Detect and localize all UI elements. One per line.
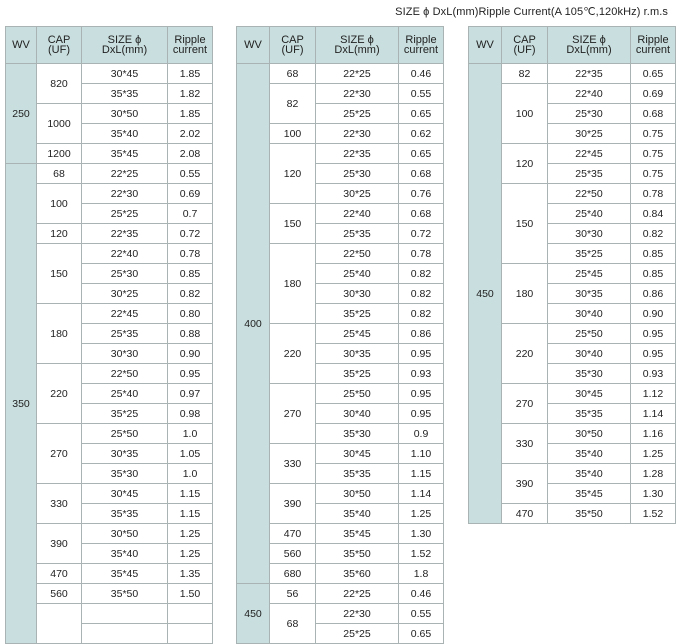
size-cell: 30*40 [316,404,399,424]
ripple-cell: 0.65 [399,624,444,644]
table-row [6,164,213,184]
ripple-cell: 0.46 [399,584,444,604]
size-cell: 30*35 [82,444,168,464]
ripple-cell: 1.35 [168,564,213,584]
cap-cell: 390 [502,464,548,504]
size-cell: 22*35 [548,64,631,84]
size-cell: 22*40 [548,84,631,104]
ripple-cell: 0.72 [168,224,213,244]
ripple-cell: 1.85 [168,64,213,84]
size-cell: 30*50 [82,524,168,544]
size-header-line2: DxL(mm) [101,44,148,56]
size-cell: 30*40 [548,304,631,324]
spec-table-1 [5,26,213,644]
cap-cell: 220 [37,364,82,424]
size-cell: 35*45 [82,144,168,164]
cap-cell: 120 [502,144,548,184]
cap-header-line1: CAP [281,34,304,46]
ripple-cell: 0.65 [631,64,676,84]
ripple-cell: 0.55 [168,164,213,184]
ripple-cell: 0.65 [399,104,444,124]
size-cell: 35*30 [82,464,168,484]
size-cell: 35*45 [548,484,631,504]
size-cell: 35*30 [548,364,631,384]
ripple-cell: 0.93 [631,364,676,384]
ripple-cell: 0.69 [631,84,676,104]
wv-header: WV [237,27,270,64]
size-cell: 22*25 [82,164,168,184]
size-cell: 30*25 [548,124,631,144]
cap-cell: 220 [270,324,316,384]
cap-cell: 100 [37,184,82,224]
size-cell: 35*25 [548,244,631,264]
ripple-cell: 1.12 [631,384,676,404]
ripple-cell: 0.82 [168,284,213,304]
size-cell: 35*40 [82,544,168,564]
size-cell: 22*45 [548,144,631,164]
cap-cell: 1200 [37,144,82,164]
cap-cell: 82 [270,84,316,124]
ripple-cell: 0.86 [399,324,444,344]
ripple-cell: 1.15 [168,484,213,504]
cap-cell: 390 [270,484,316,524]
ripple-header-line2: current [403,44,439,56]
table-row [6,64,213,84]
size-cell: 30*45 [82,484,168,504]
size-cell: 30*25 [82,284,168,304]
ripple-cell: 0.90 [631,304,676,324]
size-cell: 22*30 [316,84,399,104]
size-cell: 25*50 [316,384,399,404]
size-cell: 35*25 [82,404,168,424]
ripple-cell: 0.95 [631,344,676,364]
cap-cell: 150 [37,244,82,304]
size-cell: 22*40 [82,244,168,264]
size-cell: 25*30 [82,264,168,284]
ripple-cell: 0.65 [399,144,444,164]
ripple-cell: 0.88 [168,324,213,344]
ripple-cell: 0.95 [631,324,676,344]
size-cell: 30*50 [548,424,631,444]
cap-cell: 270 [37,424,82,484]
size-cell: 25*35 [316,224,399,244]
size-cell: 30*30 [316,284,399,304]
size-cell: 22*50 [82,364,168,384]
ripple-cell: 1.52 [631,504,676,524]
table-row [237,64,444,84]
cap-cell: 470 [37,564,82,584]
cap-header-line2: (UF) [281,44,304,56]
ripple-cell: 0.84 [631,204,676,224]
ripple-cell: 0.98 [168,404,213,424]
ripple-cell: 1.15 [168,504,213,524]
cap-cell: 100 [270,124,316,144]
size-cell: 25*35 [82,324,168,344]
ripple-cell: 1.25 [399,504,444,524]
cap-header-line1: CAP [513,34,536,46]
size-cell: 22*25 [316,64,399,84]
ripple-header-line1: Ripple [405,34,437,46]
size-header-line1: SIZE ϕ [572,34,606,46]
size-cell: 35*50 [548,504,631,524]
size-cell: 35*45 [316,524,399,544]
size-cell: 35*50 [82,584,168,604]
ripple-cell: 1.05 [168,444,213,464]
size-cell: 22*40 [316,204,399,224]
size-cell [82,624,168,644]
size-cell: 25*50 [548,324,631,344]
size-cell: 35*35 [82,84,168,104]
cap-header-line2: (UF) [48,44,70,56]
ripple-header [168,27,213,64]
ripple-header-line1: Ripple [174,34,206,46]
size-cell: 25*30 [316,164,399,184]
size-header-line2: DxL(mm) [334,44,380,56]
ripple-cell: 1.8 [399,564,444,584]
size-cell: 35*30 [316,424,399,444]
ripple-cell: 0.95 [168,364,213,384]
size-cell: 22*35 [82,224,168,244]
table-row [6,564,213,584]
size-cell: 30*30 [82,344,168,364]
wv-cell: 250 [6,64,37,164]
ripple-cell: 1.14 [399,484,444,504]
table-row [6,224,213,244]
table-row [6,304,213,324]
size-cell: 30*45 [548,384,631,404]
size-cell: 30*40 [548,344,631,364]
ripple-header [631,27,676,64]
wv-cell: 350 [6,164,37,644]
size-cell: 25*45 [316,324,399,344]
ripple-cell: 1.16 [631,424,676,444]
size-header-line2: DxL(mm) [566,44,612,56]
size-cell: 22*25 [316,584,399,604]
cap-cell: 470 [502,504,548,524]
ripple-cell: 0.9 [399,424,444,444]
size-cell: 35*40 [82,124,168,144]
ripple-cell [168,624,213,644]
size-cell: 35*40 [548,444,631,464]
ripple-cell: 1.85 [168,104,213,124]
ripple-cell: 2.02 [168,124,213,144]
size-cell: 35*25 [316,364,399,384]
size-cell: 30*30 [548,224,631,244]
size-cell: 35*35 [316,464,399,484]
cap-cell: 68 [270,64,316,84]
table-row [6,484,213,504]
size-cell: 30*45 [316,444,399,464]
ripple-header-line1: Ripple [637,34,669,46]
ripple-cell: 0.55 [399,604,444,624]
ripple-cell: 0.72 [399,224,444,244]
ripple-cell: 0.97 [168,384,213,404]
size-cell: 25*40 [316,264,399,284]
ripple-cell: 0.7 [168,204,213,224]
ripple-cell [168,604,213,624]
size-cell: 22*45 [82,304,168,324]
ripple-cell: 1.52 [399,544,444,564]
cap-cell: 68 [270,604,316,644]
size-cell: 35*45 [82,564,168,584]
table-row [6,604,213,624]
table-row [6,524,213,544]
ripple-cell: 0.85 [168,264,213,284]
size-cell: 22*50 [316,244,399,264]
size-cell: 35*35 [548,404,631,424]
ripple-cell: 2.08 [168,144,213,164]
cap-cell: 180 [502,264,548,324]
cap-cell: 820 [37,64,82,104]
ripple-cell: 1.0 [168,464,213,484]
size-cell: 22*50 [548,184,631,204]
ripple-cell: 0.68 [399,204,444,224]
size-header [548,27,631,64]
cap-cell: 120 [270,144,316,204]
size-cell: 25*40 [548,204,631,224]
ripple-cell: 1.14 [631,404,676,424]
table-row [6,144,213,164]
cap-cell: 560 [37,584,82,604]
size-header [316,27,399,64]
ripple-cell: 0.78 [631,184,676,204]
size-cell: 35*40 [316,504,399,524]
cap-cell: 270 [270,384,316,444]
table-row [237,584,444,604]
spec-table-3 [468,26,676,524]
cap-header [37,27,82,64]
cap-header [502,27,548,64]
ripple-cell: 0.82 [399,284,444,304]
ripple-header [399,27,444,64]
ripple-cell: 1.82 [168,84,213,104]
ripple-cell: 0.95 [399,404,444,424]
ripple-cell: 0.82 [399,304,444,324]
size-cell: 22*35 [316,144,399,164]
size-cell: 22*30 [316,124,399,144]
size-cell: 30*25 [316,184,399,204]
ripple-cell: 1.25 [168,544,213,564]
cap-cell: 1000 [37,104,82,144]
cap-cell: 390 [37,524,82,564]
size-cell: 30*50 [82,104,168,124]
cap-cell: 150 [502,184,548,264]
ripple-header-line2: current [635,44,671,56]
size-cell: 25*25 [316,624,399,644]
ripple-cell: 0.75 [631,124,676,144]
ripple-cell: 0.75 [631,164,676,184]
cap-cell: 330 [270,444,316,484]
ripple-cell: 0.95 [399,344,444,364]
cap-cell: 100 [502,84,548,144]
size-cell: 22*30 [82,184,168,204]
size-cell: 30*35 [316,344,399,364]
ripple-cell: 0.95 [399,384,444,404]
cap-cell: 150 [270,204,316,244]
ripple-cell: 0.78 [399,244,444,264]
wv-cell: 450 [237,584,270,644]
cap-cell: 82 [502,64,548,84]
ripple-cell: 0.80 [168,304,213,324]
size-cell: 25*40 [82,384,168,404]
size-cell: 25*45 [548,264,631,284]
ripple-cell: 1.50 [168,584,213,604]
table-row [6,364,213,384]
cap-cell: 330 [37,484,82,524]
cap-cell: 470 [270,524,316,544]
cap-cell: 56 [270,584,316,604]
ripple-cell: 0.78 [168,244,213,264]
ripple-cell: 0.68 [399,164,444,184]
size-cell: 35*40 [548,464,631,484]
size-cell: 25*25 [316,104,399,124]
ripple-cell: 0.68 [631,104,676,124]
table-row [6,244,213,264]
ripple-cell: 0.75 [631,144,676,164]
size-cell: 25*25 [82,204,168,224]
ripple-cell: 1.30 [631,484,676,504]
size-cell: 25*30 [548,104,631,124]
table-caption: SIZE ϕ DxL(mm)Ripple Current(A 105℃,120kHz) r.m.s [395,6,668,18]
ripple-cell: 0.82 [399,264,444,284]
wv-header: WV [469,27,502,64]
ripple-cell: 0.86 [631,284,676,304]
cap-cell: 120 [37,224,82,244]
ripple-cell: 0.62 [399,124,444,144]
ripple-cell: 1.28 [631,464,676,484]
cap-cell: 220 [502,324,548,384]
size-cell: 30*50 [316,484,399,504]
size-cell: 30*35 [548,284,631,304]
cap-cell: 180 [270,244,316,324]
ripple-cell: 1.30 [399,524,444,544]
header-row [237,27,444,64]
size-cell: 22*30 [316,604,399,624]
ripple-cell: 0.69 [168,184,213,204]
size-header-line1: SIZE ϕ [340,34,374,46]
cap-header-line2: (UF) [513,44,536,56]
table-row [469,64,676,84]
size-cell: 35*25 [316,304,399,324]
ripple-cell: 0.55 [399,84,444,104]
ripple-cell: 0.93 [399,364,444,384]
ripple-cell: 0.85 [631,244,676,264]
wv-cell: 450 [469,64,502,524]
ripple-cell: 0.76 [399,184,444,204]
size-cell: 25*50 [82,424,168,444]
cap-cell: 560 [270,544,316,564]
size-cell [82,604,168,624]
table-row [6,104,213,124]
ripple-cell: 0.82 [631,224,676,244]
ripple-cell: 1.25 [168,524,213,544]
wv-cell: 400 [237,64,270,584]
size-header [82,27,168,64]
spec-table-2 [236,26,444,644]
size-cell: 35*60 [316,564,399,584]
cap-cell: 270 [502,384,548,424]
ripple-cell: 1.10 [399,444,444,464]
ripple-cell: 1.0 [168,424,213,444]
cap-cell: 330 [502,424,548,464]
cap-cell: 680 [270,564,316,584]
table-row [6,584,213,604]
ripple-cell: 0.90 [168,344,213,364]
size-cell: 25*35 [548,164,631,184]
cap-header-line1: CAP [47,34,71,46]
wv-header: WV [6,27,37,64]
size-cell: 35*35 [82,504,168,524]
ripple-cell: 1.25 [631,444,676,464]
ripple-cell: 0.85 [631,264,676,284]
size-header-line1: SIZE ϕ [107,34,142,46]
cap-cell: 180 [37,304,82,364]
cap-cell: 68 [37,164,82,184]
cap-header [270,27,316,64]
ripple-header-line2: current [172,44,208,56]
ripple-cell: 0.46 [399,64,444,84]
header-row [6,27,213,64]
size-cell: 35*50 [316,544,399,564]
table-row [6,424,213,444]
size-cell: 30*45 [82,64,168,84]
table-row [6,184,213,204]
header-row [469,27,676,64]
ripple-cell: 1.15 [399,464,444,484]
